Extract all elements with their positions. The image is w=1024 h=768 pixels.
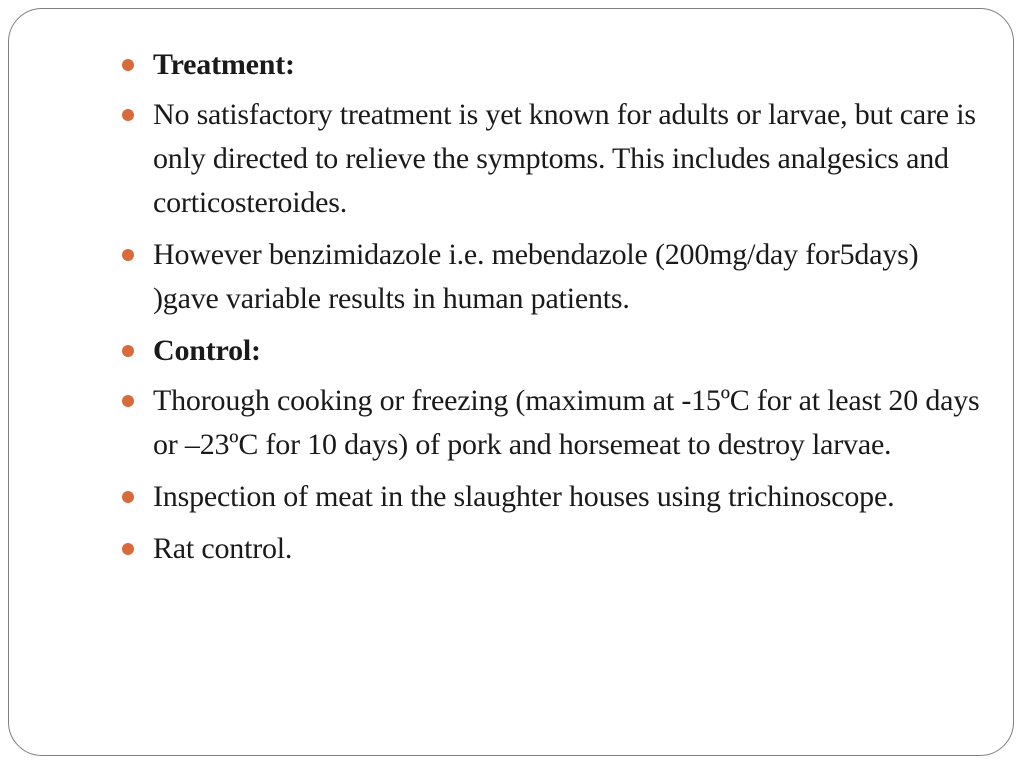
bullet-dot-icon <box>122 491 134 503</box>
bullet-dot-icon <box>122 543 134 555</box>
bullet-item-meat-inspection <box>121 475 981 519</box>
bullet-dot-icon <box>122 395 134 407</box>
bullet-dot-icon <box>122 345 134 357</box>
bullet-item-control-heading <box>121 329 981 373</box>
slide-frame <box>8 8 1014 756</box>
bullet-dot-icon <box>122 249 134 261</box>
treatment-heading: Treatment: <box>153 48 295 81</box>
control-heading: Control: <box>153 334 261 367</box>
bullet-list <box>121 43 981 579</box>
benzimidazole-text: However benzimidazole i.e. mebendazole (200mg/day for5days) )gave variable results in human patients. <box>153 238 919 315</box>
meat-inspection-text: Inspection of meat in the slaughter houses using trichinoscope. <box>153 480 895 513</box>
bullet-item-benzimidazole <box>121 233 981 321</box>
treatment-summary-text: No satisfactory treatment is yet known for adults or larvae, but care is only directed to relieve the symptoms. This includes analgesics and corticosteroides. <box>153 98 976 219</box>
bullet-item-rat-control <box>121 527 981 571</box>
cooking-freezing-text: Thorough cooking or freezing (maximum at -15ºC for at least 20 days or –23ºC for 10 days) of pork and horsemeat to destroy larvae. <box>153 384 980 461</box>
bullet-dot-icon <box>122 59 134 71</box>
bullet-dot-icon <box>122 109 134 121</box>
bullet-item-treatment-summary <box>121 93 981 225</box>
bullet-item-treatment-heading <box>121 43 981 87</box>
rat-control-text: Rat control. <box>153 532 293 565</box>
bullet-item-cooking-freezing <box>121 379 981 467</box>
